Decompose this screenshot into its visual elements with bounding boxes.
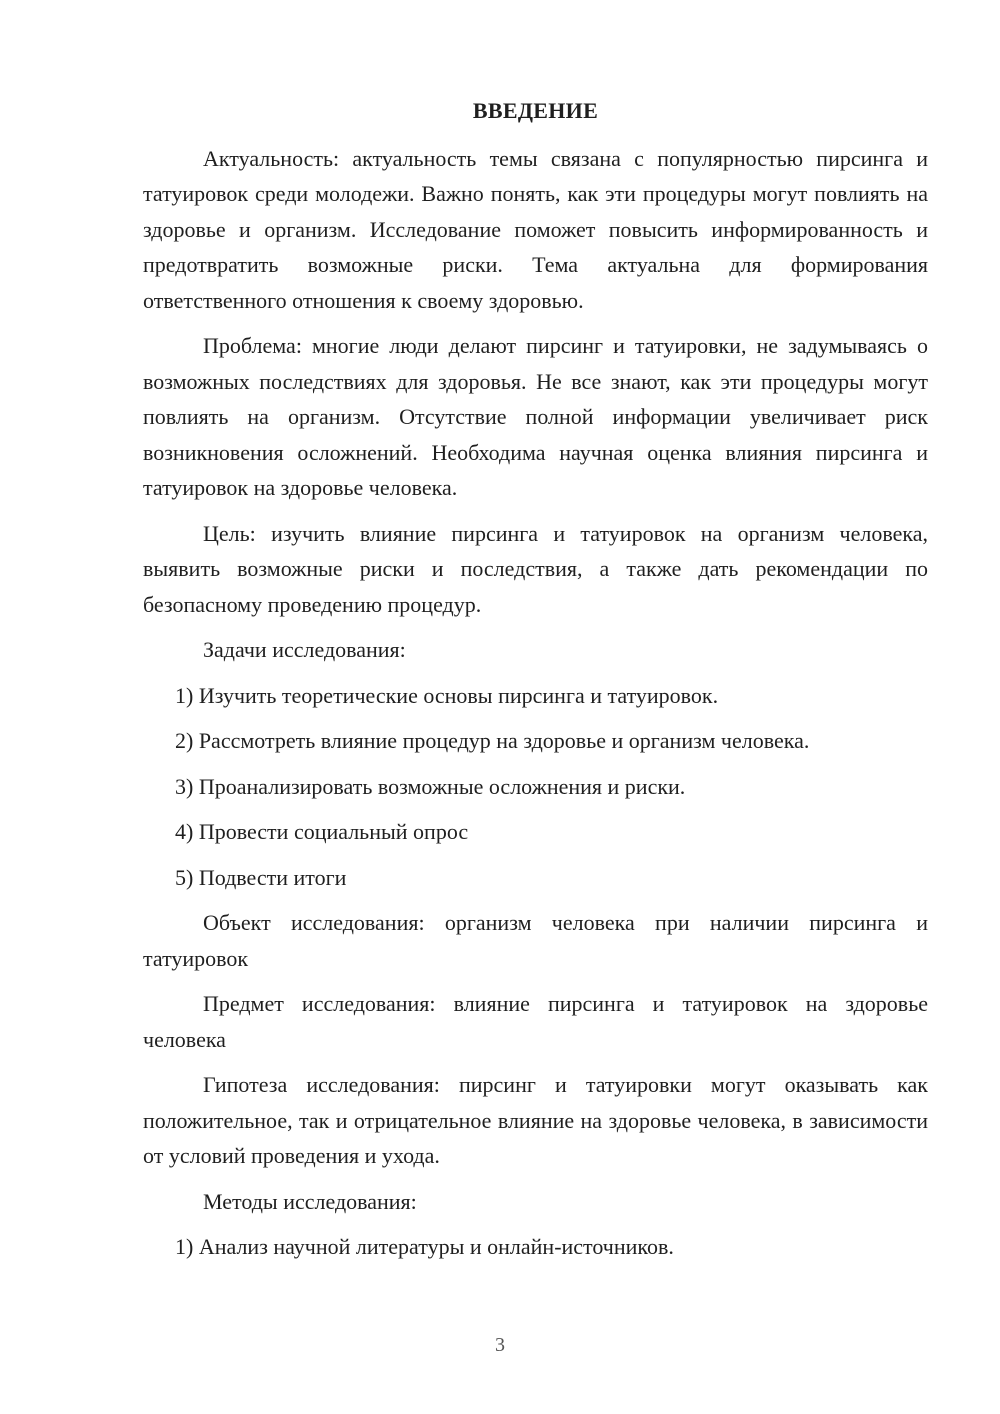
task-item: 3) Проанализировать возможные осложнения и риски. — [175, 773, 686, 799]
object-paragraph: Объект исследования: организм человека при наличии пирсинга и татуировок — [143, 910, 928, 971]
tasks-heading: Задачи исследования: — [203, 637, 406, 662]
page-content — [143, 93, 928, 1275]
page-title: ВВЕДЕНИЕ — [472, 98, 599, 123]
task-item: 4) Провести социальный опрос — [175, 819, 469, 844]
hypothesis-paragraph: Гипотеза исследования: пирсинг и татуировки могут оказывать как положительное, так и отрицательное влияние на здоровье человека, в зависимости от условий проведения и ухода. — [143, 1072, 928, 1168]
methods-heading: Методы исследования: — [203, 1188, 417, 1214]
page-number: 3 — [495, 1334, 505, 1356]
task-item: 5) Подвести итоги — [175, 864, 347, 890]
subject-paragraph: Предмет исследования: влияние пирсинга и татуировок на здоровье человека — [143, 991, 928, 1052]
actuality-paragraph: Актуальность: актуальность темы связана с популярностью пирсинга и татуировок среди молодежи. Важно понять, как эти процедуры могут повлиять на здоровье и организм. Исследование поможет повысить информированность и предотвратить возможные риски. Тема актуальна для формирования ответственного отношения к своему здоровью. — [143, 145, 928, 313]
goal-paragraph: Цель: изучить влияние пирсинга и татуировок на организм человека, выявить возможные риски и последствия, а также дать рекомендации по безопасному проведению процедур. — [143, 520, 928, 617]
problem-paragraph: Проблема: многие люди делают пирсинг и татуировки, не задумываясь о возможных последствиях для здоровья. Не все знают, как эти процедуры могут повлиять на организм. Отсутствие полной информации увеличивает риск возникновения осложнений. Необходима научная оценка влияния пирсинга и татуировок на здоровье человека. — [143, 333, 928, 500]
task-item: 2) Рассмотреть влияние процедур на здоровье и организм человека. — [175, 728, 810, 753]
method-item: 1) Анализ научной литературы и онлайн-источников. — [175, 1234, 674, 1259]
task-item: 1) Изучить теоретические основы пирсинга и татуировок. — [175, 682, 719, 708]
